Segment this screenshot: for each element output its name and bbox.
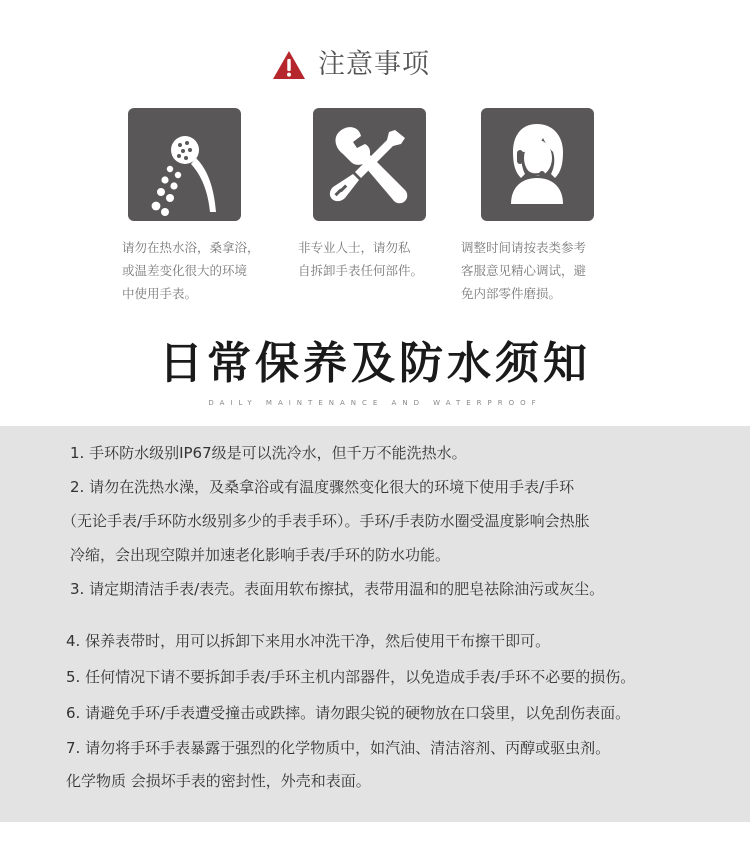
instruction-line: 7. 请勿将手环手表暴露于强烈的化学物质中，如汽油、清洁溶剂、丙醇或驱虫剂。 — [66, 739, 611, 757]
tile-caption-hot-water: 请勿在热水浴，桑拿浴， 或温差变化很大的环境 中使用手表。 — [122, 240, 260, 301]
customer-service-tile — [481, 108, 594, 221]
instruction-line: 1. 手环防水级别IP67级是可以洗冷水，但千万不能洗热水。 — [70, 444, 467, 462]
page-title: 日常保养及防水须知 — [159, 338, 591, 389]
shower-head-icon — [128, 108, 241, 221]
instruction-line: 化学物质 会损坏手表的密封性，外壳和表面。 — [66, 772, 371, 790]
tile-caption-adjust-time: 调整时间请按表类参考 客服意见精心调试，避 免内部零件磨损。 — [461, 240, 587, 301]
instruction-line: 2. 请勿在洗热水澡，及桑拿浴或有温度骤然变化很大的环境下使用手表/手环 — [70, 478, 575, 496]
page-subtitle: DAILY MAINTENANCE AND WATERPROOF — [208, 399, 542, 407]
instruction-line: （无论手表/手环防水级别多少的手表手环）。手环/手表防水圈受温度影响会热胀 — [62, 512, 590, 530]
tile-caption-no-disassembly: 非专业人士，请勿私 自拆卸手表任何部件。 — [298, 240, 424, 278]
warning-triangle-icon — [272, 50, 306, 80]
instruction-line: 3. 请定期清洁手表/表壳。表面用软布擦拭，表带用温和的肥皂祛除油污或灰尘。 — [70, 580, 605, 598]
instruction-line: 6. 请避免手环/手表遭受撞击或跌摔。请勿跟尖锐的硬物放在口袋里，以免刮伤表面。 — [66, 704, 631, 722]
tools-tile — [313, 108, 426, 221]
instruction-line: 5. 任何情况下请不要拆卸手表/手环主机内部器件，以免造成手表/手环不必要的损伤。 — [66, 668, 636, 686]
wrench-screwdriver-icon — [313, 108, 426, 221]
instruction-line: 冷缩，会出现空隙并加速老化影响手表/手环的防水功能。 — [70, 546, 451, 564]
customer-service-icon — [481, 108, 594, 221]
instruction-line: 4. 保养表带时，用可以拆卸下来用水冲洗干净，然后使用干布擦干即可。 — [66, 632, 551, 650]
shower-tile — [128, 108, 241, 221]
notice-header — [0, 44, 750, 88]
notice-title: 注意事项 — [318, 49, 430, 80]
